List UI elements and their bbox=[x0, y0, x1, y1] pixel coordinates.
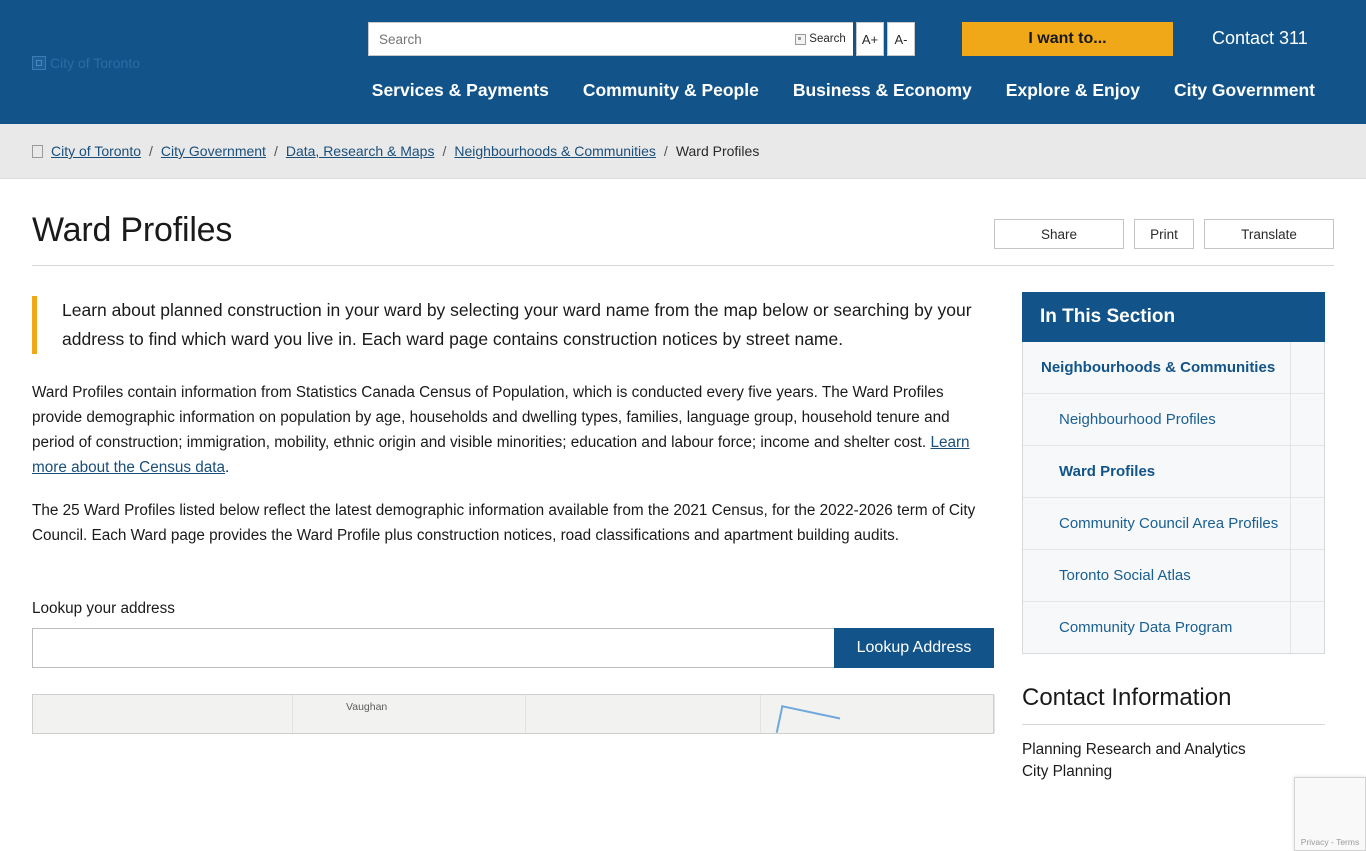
main-navigation bbox=[0, 74, 1366, 106]
sidebar-item-label: Neighbourhoods & Communities bbox=[1041, 359, 1276, 376]
sidebar-item-community-data-program[interactable] bbox=[1023, 602, 1324, 653]
in-this-section-list bbox=[1022, 342, 1325, 654]
translate-button[interactable]: Translate bbox=[1204, 219, 1334, 249]
sidebar-item-edge bbox=[1290, 394, 1324, 445]
nav-item-city-government[interactable]: City Government bbox=[1174, 80, 1315, 100]
sidebar-item-label: Toronto Social Atlas bbox=[1059, 567, 1191, 584]
sidebar-item-toronto-social-atlas[interactable] bbox=[1023, 550, 1324, 602]
sidebar-item-edge bbox=[1290, 342, 1324, 393]
i-want-to-button[interactable]: I want to... bbox=[962, 22, 1173, 56]
intro-paragraph-1 bbox=[32, 380, 994, 480]
page-action-buttons bbox=[994, 219, 1334, 249]
sidebar bbox=[1022, 266, 1325, 783]
callout-text: Learn about planned construction in your ward by selecting your ward name from the map below or searching by your address to find which ward you live in. Each ward page contains construction notices by street name. bbox=[62, 300, 972, 349]
logo-alt-text: City of Toronto bbox=[50, 55, 141, 71]
breadcrumb-item-ward-profiles: Ward Profiles bbox=[675, 143, 760, 159]
recaptcha-privacy-terms: Privacy - Terms bbox=[1300, 837, 1360, 847]
contact-information-heading: Contact Information bbox=[1022, 684, 1325, 725]
breadcrumb-separator: / bbox=[273, 143, 278, 159]
nav-item-explore-enjoy[interactable]: Explore & Enjoy bbox=[1005, 80, 1140, 100]
share-button[interactable]: Share bbox=[994, 219, 1124, 249]
breadcrumb-item-neighbourhoods-communities[interactable]: Neighbourhoods & Communities bbox=[454, 143, 656, 159]
city-of-toronto-logo[interactable] bbox=[32, 50, 172, 76]
site-header bbox=[0, 0, 1366, 124]
increase-font-button[interactable]: A+ bbox=[856, 22, 884, 56]
lookup-address-input[interactable] bbox=[32, 628, 834, 668]
lookup-address-button[interactable]: Lookup Address bbox=[834, 628, 994, 668]
contact-line-planning-research: Planning Research and Analytics bbox=[1022, 741, 1246, 758]
sidebar-item-neighbourhoods-communities[interactable] bbox=[1023, 342, 1324, 394]
search-area bbox=[368, 22, 915, 56]
search-icon: Search bbox=[795, 33, 845, 45]
nav-item-community-people[interactable]: Community & People bbox=[582, 80, 759, 100]
page-content bbox=[0, 179, 1366, 847]
nav-item-business-economy[interactable]: Business & Economy bbox=[792, 80, 972, 100]
decrease-font-button[interactable]: A- bbox=[887, 22, 915, 56]
print-button[interactable]: Print bbox=[1134, 219, 1194, 249]
lookup-address-row bbox=[32, 628, 994, 668]
page-title-row bbox=[32, 179, 1334, 266]
page-title: Ward Profiles bbox=[32, 211, 233, 249]
search-button[interactable] bbox=[788, 22, 853, 56]
breadcrumb-separator: / bbox=[149, 143, 153, 159]
intro-paragraph-1-period: . bbox=[225, 459, 230, 476]
sidebar-item-edge bbox=[1290, 446, 1324, 497]
ward-map[interactable] bbox=[32, 694, 994, 734]
content-columns bbox=[32, 266, 1334, 783]
nav-item-services-payments[interactable]: Services & Payments bbox=[371, 80, 549, 100]
recaptcha-badge[interactable] bbox=[1294, 777, 1366, 851]
in-this-section-heading: In This Section bbox=[1022, 292, 1325, 342]
breadcrumb-separator: / bbox=[663, 143, 668, 159]
breadcrumb-item-city-of-toronto[interactable]: City of Toronto bbox=[51, 143, 142, 159]
sidebar-item-ward-profiles[interactable] bbox=[1023, 446, 1324, 498]
intro-paragraph-1-text: Ward Profiles contain information from Statistics Canada Census of Population, which is conducted every five years. The Ward Profiles provide demographic information on population by age, households and dwelling types, families, language group, household tenure and period of construction; immigration, mobility, ethnic origin and visible minorities; education and labour force; income and shelter cost. bbox=[32, 384, 950, 451]
main-column bbox=[32, 266, 994, 783]
home-icon[interactable] bbox=[32, 145, 43, 158]
broken-image-icon bbox=[32, 56, 46, 70]
census-data-link[interactable]: Learn more about the Census data bbox=[32, 434, 970, 476]
sidebar-item-label: Community Data Program bbox=[1059, 619, 1233, 636]
callout-notice bbox=[32, 296, 994, 354]
contact-line-city-planning: City Planning bbox=[1022, 763, 1113, 780]
breadcrumb bbox=[0, 124, 1366, 179]
sidebar-item-edge bbox=[1290, 602, 1324, 653]
breadcrumb-item-city-government[interactable]: City Government bbox=[160, 143, 266, 159]
sidebar-item-edge bbox=[1290, 498, 1324, 549]
sidebar-item-label: Neighbourhood Profiles bbox=[1059, 411, 1216, 428]
sidebar-item-neighbourhood-profiles[interactable] bbox=[1023, 394, 1324, 446]
contact-311-link[interactable]: Contact 311 bbox=[1212, 28, 1308, 48]
breadcrumb-separator: / bbox=[442, 143, 447, 159]
intro-paragraph-2: The 25 Ward Profiles listed below reflect the latest demographic information available from the 2021 Census, for the 2022-2026 term of City Council. Each Ward page provides the Ward Profile plus construction notices, road classifications and apartment building audits. bbox=[32, 502, 976, 544]
sidebar-item-label: Ward Profiles bbox=[1059, 463, 1156, 480]
sidebar-item-edge bbox=[1290, 550, 1324, 601]
search-input[interactable] bbox=[368, 22, 788, 56]
lookup-address-label: Lookup your address bbox=[32, 600, 175, 617]
map-place-label: Vaughan bbox=[346, 701, 388, 713]
sidebar-item-community-council-area-profiles[interactable] bbox=[1023, 498, 1324, 550]
sidebar-item-label: Community Council Area Profiles bbox=[1059, 515, 1279, 532]
breadcrumb-item-data-research-maps[interactable]: Data, Research & Maps bbox=[285, 143, 435, 159]
